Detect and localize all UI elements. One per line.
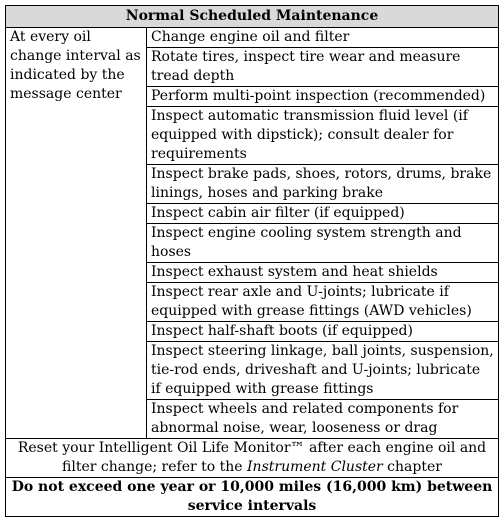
maintenance-item: Rotate tires, inspect tire wear and measure tread depth	[147, 48, 499, 87]
maintenance-item: Inspect rear axle and U-joints; lubricate if equipped with grease fittings (AWD vehicles)	[147, 283, 499, 322]
table-title: Normal Scheduled Maintenance	[6, 6, 499, 28]
maintenance-item: Inspect steering linkage, ball joints, suspension, tie-rod ends, driveshaft and U-joints; lubricate if equipped with grease fittings	[147, 342, 499, 400]
maintenance-item: Inspect half-shaft boots (if equipped)	[147, 322, 499, 342]
maintenance-item: Inspect brake pads, shoes, rotors, drums, brake linings, hoses and parking brake	[147, 165, 499, 204]
footer-text-before: Reset your Intelligent Oil Life Monitor™ after each engine oil and filter change; refer to the	[17, 440, 487, 475]
maintenance-item: Change engine oil and filter	[147, 28, 499, 48]
maintenance-table	[5, 5, 499, 517]
footer-text-after: chapter	[382, 459, 442, 475]
maintenance-item: Inspect automatic transmission fluid level (if equipped with dipstick); consult dealer for requirements	[147, 107, 499, 165]
maintenance-item: Inspect wheels and related components for abnormal noise, wear, looseness or drag	[147, 400, 499, 439]
maintenance-item: Inspect exhaust system and heat shields	[147, 263, 499, 283]
instrument-cluster-reference: Instrument Cluster	[247, 459, 383, 475]
maintenance-item: Inspect cabin air filter (if equipped)	[147, 204, 499, 224]
oil-life-reset-note	[6, 439, 499, 478]
table-row	[6, 28, 499, 48]
footer-row	[6, 439, 499, 478]
title-row	[6, 6, 499, 28]
maintenance-item: Inspect engine cooling system strength and hoses	[147, 224, 499, 263]
final-note-row	[6, 478, 499, 517]
service-interval-warning: Do not exceed one year or 10,000 miles (16,000 km) between service intervals	[6, 478, 499, 517]
interval-label: At every oil change interval as indicated by the message center	[6, 28, 147, 439]
maintenance-item: Perform multi-point inspection (recommended)	[147, 87, 499, 107]
